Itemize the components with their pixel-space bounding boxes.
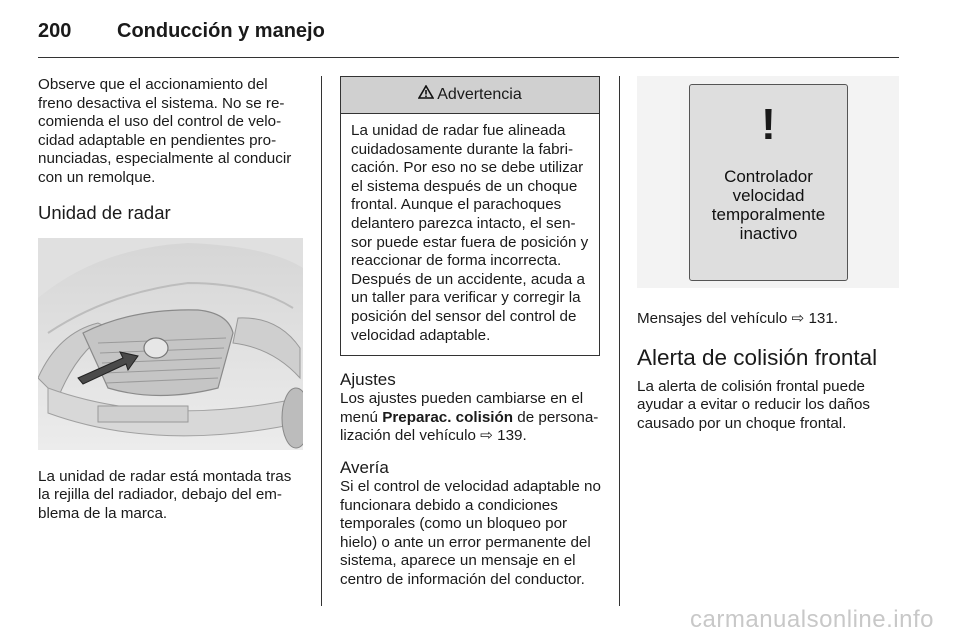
radar-unit-caption: La unidad de radar está montada tras la rejilla del radiador, debajo del em-blema de la marca.: [38, 467, 292, 522]
column-1: [38, 76, 306, 523]
fault-text: Si el control de velocidad adaptable no funcionara debido a condiciones temporales (como un bloqueo por hielo) o ante un error permanente del sistema, aparece un mensaje en el centro de información del conductor.: [340, 477, 601, 588]
driver-info-display: [689, 84, 848, 281]
page-ref-arrow-icon: ⇨: [791, 310, 805, 327]
settings-menu-name: Preparac. colisión: [382, 408, 514, 426]
page-number: 200: [38, 20, 72, 42]
fault-section: [340, 458, 606, 590]
vehicle-messages-caption: Mensajes del vehículo ⇨ 131.: [637, 310, 839, 327]
warning-body: La unidad de radar fue alineada cuidadosamente durante la fabri-cación. Por eso no se debe utilizar el sistema después de un choque frontal. Aunque el parachoques delantero parezca intacto, el sen-sor puede estar fuera de posición y reaccionar de forma incorrecta. Después de un accidente, acuda a un taller para verificar y corregir la posición del sensor del control de velocidad adaptable.: [351, 122, 589, 344]
vehicle-message-display-image: [637, 76, 899, 288]
radar-unit-heading: Unidad de radar: [38, 201, 171, 223]
collision-alert-text: La alerta de colisión frontal puede ayudar a evitar o reducir los daños causado por un choque frontal.: [637, 377, 871, 432]
warning-box: [340, 76, 600, 356]
intro-paragraph: Observe que el accionamiento del freno desactiva el sistema. No se re-comienda el uso del control de velo-cidad adaptable en pendientes pro-nunciadas, especialmente al conducir con un remolque.: [38, 76, 292, 186]
warning-header: [341, 77, 599, 114]
warning-triangle-icon: [418, 85, 434, 105]
exclamation-icon: !: [761, 100, 776, 149]
header-rule: [38, 57, 899, 58]
column-divider-1: [321, 76, 322, 606]
settings-text-before: Los ajustes pueden cambiarse en el menú: [340, 390, 584, 426]
warning-title: Advertencia: [437, 85, 522, 103]
settings-page-ref[interactable]: 139: [497, 427, 523, 445]
page-ref-arrow-icon: ⇨: [480, 427, 493, 445]
collision-alert-heading: Alerta de colisión frontal: [637, 344, 878, 370]
vehicle-messages-caption-text: Mensajes del vehículo: [637, 310, 788, 327]
radar-unit-car-image: [38, 238, 303, 450]
settings-section: [340, 370, 606, 446]
chapter-title: Conducción y manejo: [117, 20, 325, 42]
settings-text: Los ajustes pueden cambiarse en el menú Preparac. colisión de persona-lización del vehículo ⇨ 139.: [340, 390, 599, 445]
settings-text-after: de persona-lización del vehículo: [340, 408, 599, 445]
car-front-illustration: [38, 238, 303, 450]
column-3: [637, 76, 899, 433]
vehicle-messages-page-ref[interactable]: 131: [808, 310, 834, 327]
column-2: [340, 76, 606, 589]
column-divider-2: [619, 76, 620, 606]
display-message: Controlador velocidad temporalmente inactivo: [711, 167, 826, 243]
settings-heading: Ajustes: [340, 370, 396, 390]
watermark: carmanualsonline.info: [690, 606, 934, 633]
fault-heading: Avería: [340, 457, 389, 477]
